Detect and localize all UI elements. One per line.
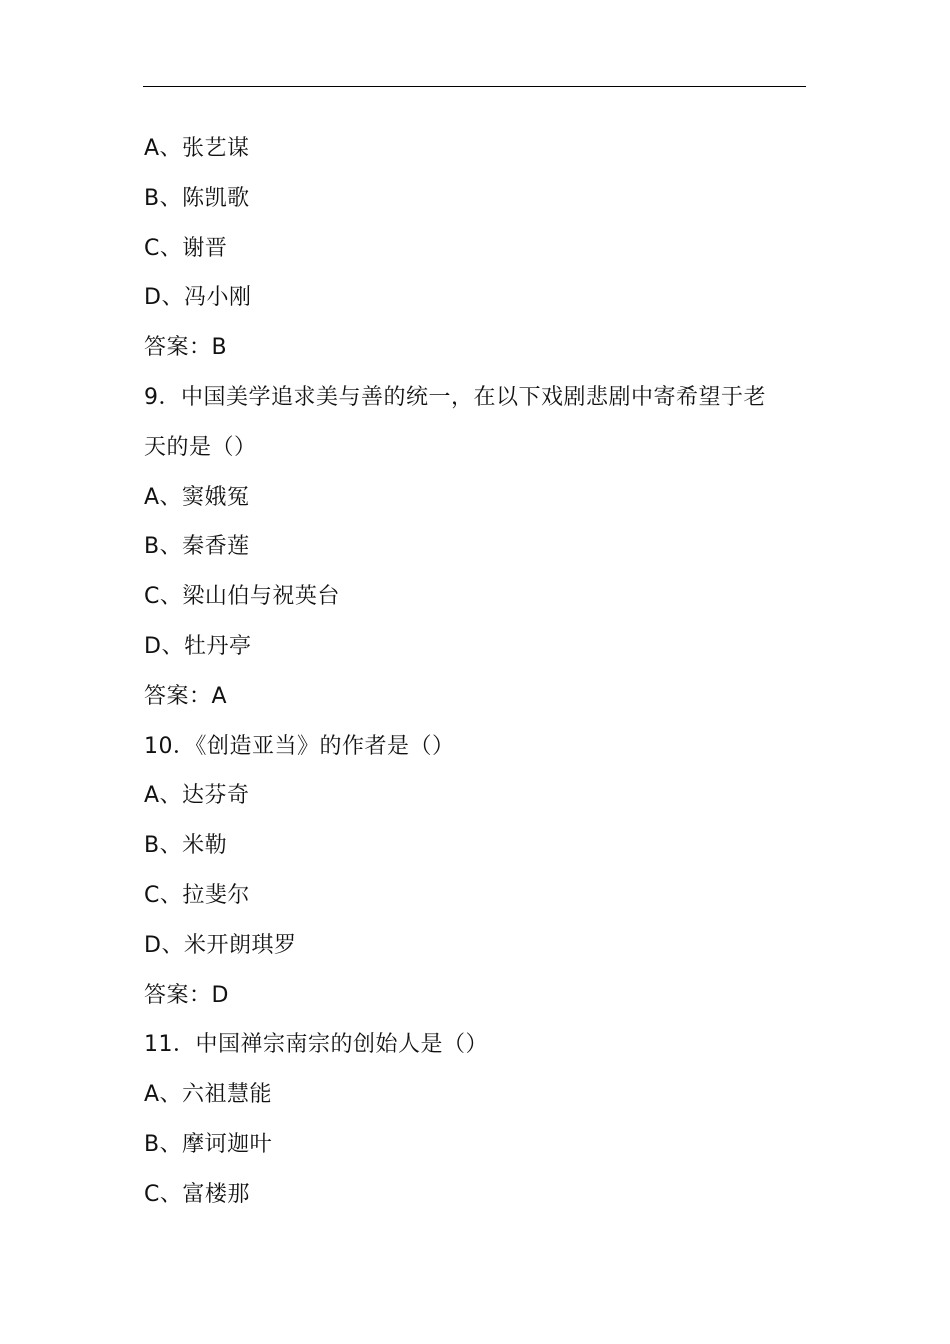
option-line: A、窦娥冤 (144, 484, 250, 510)
option-line: B、摩诃迦叶 (144, 1131, 273, 1157)
option-line: B、米勒 (144, 833, 228, 859)
option-line: A、达芬奇 (144, 783, 250, 809)
option-line: C、富楼那 (144, 1181, 250, 1207)
option-line: C、谢晋 (144, 235, 228, 261)
option-line: B、秦香莲 (144, 534, 250, 560)
option-line: D、牡丹亭 (144, 633, 252, 659)
option-line: D、米开朗琪罗 (144, 932, 297, 958)
question-line: 10．《创造亚当》的作者是（） (144, 733, 455, 759)
option-line: A、张艺谋 (144, 136, 250, 161)
answer-line: 答案：B (144, 335, 228, 361)
header-rule (143, 86, 806, 87)
answer-line: 答案：A (144, 683, 228, 709)
question-line: 9．中国美学追求美与善的统一，在以下戏剧悲剧中寄希望于老 (144, 384, 766, 410)
question-line-continued: 天的是（） (144, 434, 257, 460)
option-line: C、梁山伯与祝英台 (144, 584, 340, 610)
option-line: B、陈凯歌 (144, 185, 250, 211)
question-line: 11．中国禅宗南宗的创始人是（） (144, 1032, 488, 1058)
option-line: A、六祖慧能 (144, 1082, 273, 1108)
option-line: D、冯小刚 (144, 285, 252, 311)
option-line: C、拉斐尔 (144, 882, 250, 908)
answer-line: 答案：D (144, 982, 229, 1008)
document-body (144, 124, 808, 1220)
